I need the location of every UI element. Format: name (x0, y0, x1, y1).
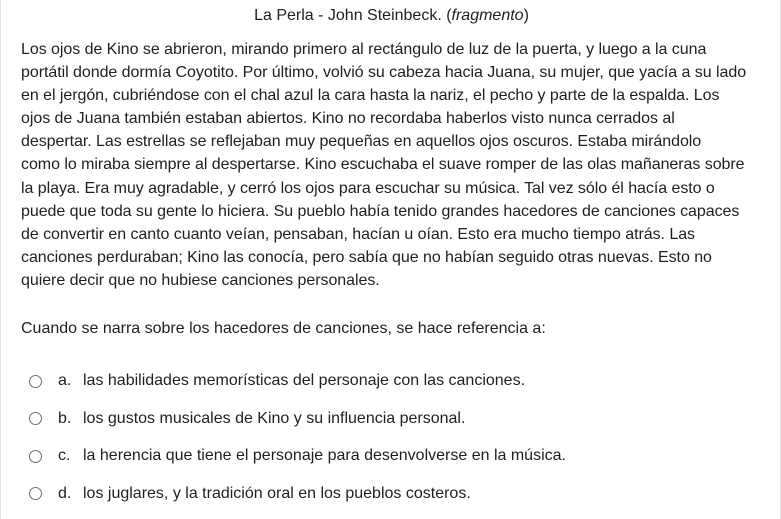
passage-line: puede que toda su gente lo hiciera. Su pueblo había tenido grandes hacedores de canciones capaces (21, 202, 740, 220)
option-label: los gustos musicales de Kino y su influencia personal. (83, 409, 466, 427)
radio-button-d[interactable] (29, 487, 42, 500)
passage-title (1, 6, 781, 26)
passage-line: de convertir en canto cuanto veían, pensaban, hacían u oían. Esto era mucho tiempo atrás. Las (21, 225, 695, 243)
passage-line: quiere decir que no hubiese canciones personales. (21, 271, 380, 289)
option-label: los juglares, y la tradición oral en los pueblos costeros. (83, 484, 471, 502)
passage-line: la playa. Era muy agradable, y cerró los ojos para escuchar su música. Tal vez sólo él hacía esto o (21, 179, 715, 197)
option-a[interactable] (29, 369, 769, 393)
option-letter: d. (58, 484, 72, 502)
option-label: las habilidades memorísticas del personaje con las canciones. (83, 372, 526, 389)
title-close: ) (523, 7, 529, 24)
option-b[interactable] (29, 407, 769, 431)
radio-button-b[interactable] (29, 412, 42, 425)
passage-line: en el jergón, cubriéndose con el chal azul la cara hasta la nariz, el pecho y parte de la espalda. Los (21, 87, 720, 105)
option-d[interactable] (29, 482, 769, 506)
passage-line: despertar. Las estrellas se reflejaban muy pequeñas en aquellos ojos oscuros. Estaba mirándolo (21, 133, 702, 151)
option-c[interactable] (29, 444, 769, 468)
answer-options (29, 369, 769, 519)
reading-passage (21, 38, 773, 292)
radio-button-a[interactable] (29, 375, 42, 388)
option-letter: c. (58, 447, 71, 464)
option-label: la herencia que tiene el personaje para desenvolverse en la música. (83, 447, 566, 464)
passage-line: canciones perduraban; Kino las conocía, pero sabía que no habían seguido otras nuevas. Esto no (21, 248, 712, 266)
passage-line: ojos de Juana también estaban abiertos. Kino no recordaba haberlos visto nunca cerrados al (21, 110, 675, 128)
passage-line: Los ojos de Kino se abrieron, mirando primero al rectángulo de luz de la puerta, y luego a la cuna (21, 41, 707, 58)
option-letter: b. (58, 409, 72, 427)
radio-button-c[interactable] (29, 450, 42, 463)
passage-line: como lo miraba siempre al despertarse. Kino escuchaba el suave romper de las olas mañaneras sobre (21, 156, 745, 174)
title-italic: fragmento (451, 7, 524, 24)
option-letter: a. (58, 372, 72, 389)
question-text: Cuando se narra sobre los hacedores de canciones, se hace referencia a: (21, 320, 546, 337)
passage-line: portátil donde dormía Coyotito. Por último, volvió su cabeza hacia Juana, su mujer, que yacía a su lado (21, 64, 747, 82)
title-main: La Perla - John Steinbeck. ( (254, 7, 452, 24)
